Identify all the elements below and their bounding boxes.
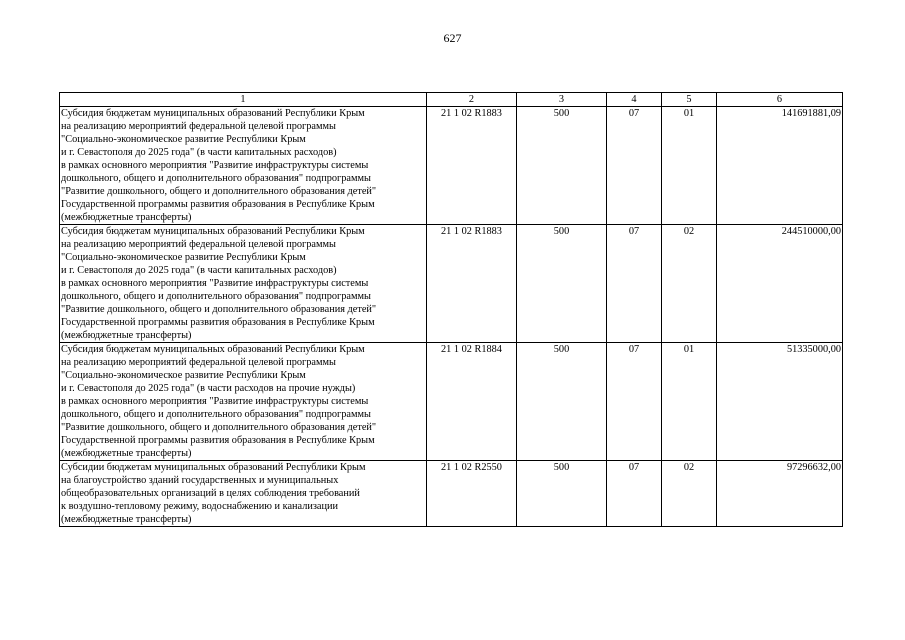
row-amount: 141691881,09 [717, 107, 843, 225]
row-subsection: 02 [662, 461, 717, 527]
row-target-article: 21 1 02 R1883 [427, 225, 517, 343]
row-section: 07 [607, 343, 662, 461]
page-number: 627 [443, 31, 462, 45]
header-col-3: 3 [517, 93, 607, 107]
row-amount: 244510000,00 [717, 225, 843, 343]
row-section: 07 [607, 107, 662, 225]
row-amount: 51335000,00 [717, 343, 843, 461]
row-amount: 97296632,00 [717, 461, 843, 527]
row-expense-type: 500 [517, 107, 607, 225]
table-row [60, 461, 843, 527]
row-description: Субсидия бюджетам муниципальных образований Республики Крым на реализацию мероприятий федеральной целевой программы "Социально-экономическое развитие Республики Крым и г. Севастополя до 2025 года" (в части капитальных расходов) в рамках основного мероприятия "Развитие инфраструктуры системы дошкольного, общего и дополнительного образования" подпрограммы "Развитие дошкольного, общего и дополнительного образования детей" Государственной программы развития образования в Республике Крым (межбюджетные трансферты) [60, 225, 427, 343]
header-col-2: 2 [427, 93, 517, 107]
row-description: Субсидия бюджетам муниципальных образований Республики Крым на реализацию мероприятий федеральной целевой программы "Социально-экономическое развитие Республики Крым и г. Севастополя до 2025 года" (в части капитальных расходов) в рамках основного мероприятия "Развитие инфраструктуры системы дошкольного, общего и дополнительного образования" подпрограммы "Развитие дошкольного, общего и дополнительного образования детей" Государственной программы развития образования в Республике Крым (межбюджетные трансферты) [60, 107, 427, 225]
row-description: Субсидия бюджетам муниципальных образований Республики Крым на реализацию мероприятий федеральной целевой программы "Социально-экономическое развитие Республики Крым и г. Севастополя до 2025 года" (в части расходов на прочие нужды) в рамках основного мероприятия "Развитие инфраструктуры системы дошкольного, общего и дополнительного образования" подпрограммы "Развитие дошкольного, общего и дополнительного образования детей" Государственной программы развития образования в Республике Крым (межбюджетные трансферты) [60, 343, 427, 461]
header-row [60, 93, 843, 107]
header-col-1: 1 [60, 93, 427, 107]
row-expense-type: 500 [517, 225, 607, 343]
table-row [60, 225, 843, 343]
row-subsection: 01 [662, 107, 717, 225]
row-subsection: 02 [662, 225, 717, 343]
row-subsection: 01 [662, 343, 717, 461]
row-expense-type: 500 [517, 461, 607, 527]
table-row [60, 343, 843, 461]
header-col-6: 6 [717, 93, 843, 107]
header-col-5: 5 [662, 93, 717, 107]
row-section: 07 [607, 461, 662, 527]
budget-table [59, 92, 843, 527]
row-target-article: 21 1 02 R2550 [427, 461, 517, 527]
row-target-article: 21 1 02 R1883 [427, 107, 517, 225]
row-description: Субсидии бюджетам муниципальных образований Республики Крым на благоустройство зданий государственных и муниципальных общеобразовательных организаций в целях соблюдения требований к воздушно-тепловому режиму, водоснабжению и канализации (межбюджетные трансферты) [60, 461, 427, 527]
row-target-article: 21 1 02 R1884 [427, 343, 517, 461]
row-section: 07 [607, 225, 662, 343]
row-expense-type: 500 [517, 343, 607, 461]
header-col-4: 4 [607, 93, 662, 107]
table-row [60, 107, 843, 225]
